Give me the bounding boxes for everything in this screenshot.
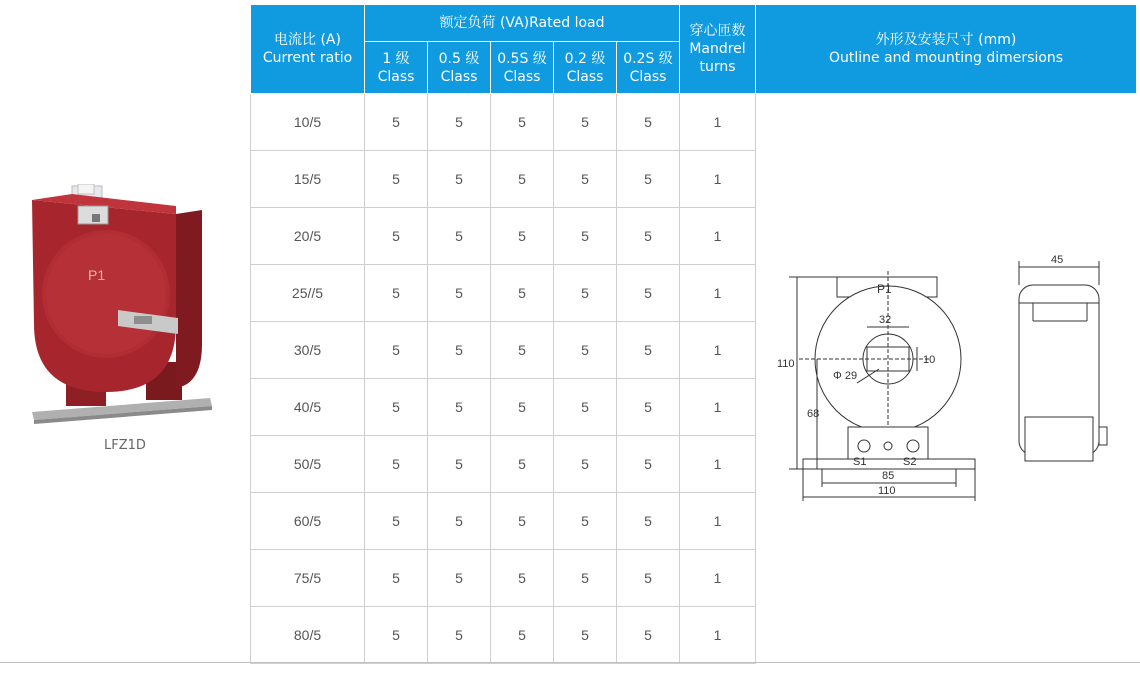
rated-load-cell: 5 — [491, 607, 554, 664]
rated-load-cell: 5 — [428, 493, 491, 550]
bottom-rule — [0, 662, 1140, 663]
dim-s1: S1 — [852, 456, 867, 469]
header-current-ratio-cn: 电流比 (A) — [274, 32, 341, 48]
rated-load-cell: 5 — [428, 265, 491, 322]
rated-load-cell: 5 — [617, 94, 680, 151]
terminal-p1-label: P1 — [88, 267, 106, 283]
class-value: 0.5 级 — [438, 50, 480, 67]
spec-table — [250, 4, 1137, 664]
header-current-ratio — [251, 5, 365, 94]
header-mandrel-turns-cn: 穿心匝数 — [689, 23, 746, 39]
mandrel-turns-cell: 1 — [680, 493, 756, 550]
outline-drawing-cell — [756, 94, 1137, 664]
header-class-3 — [554, 42, 617, 94]
dim-110-height: 110 — [776, 358, 795, 371]
current-ratio-cell: 10/5 — [251, 94, 365, 151]
dim-110-width: 110 — [877, 485, 896, 498]
header-class-2 — [491, 42, 554, 94]
rated-load-cell: 5 — [365, 151, 428, 208]
dim-68: 68 — [806, 408, 819, 421]
rated-load-cell: 5 — [491, 379, 554, 436]
class-label: Class — [440, 68, 478, 85]
rated-load-cell: 5 — [365, 436, 428, 493]
class-label: Class — [377, 68, 415, 85]
current-ratio-cell: 75/5 — [251, 550, 365, 607]
rated-load-cell: 5 — [554, 94, 617, 151]
rated-load-cell: 5 — [617, 493, 680, 550]
product-panel — [0, 4, 250, 661]
header-class-1 — [428, 42, 491, 94]
rated-load-cell: 5 — [365, 379, 428, 436]
table-row — [251, 94, 1137, 151]
dim-phi29: Φ 29 — [832, 370, 857, 383]
header-class-0 — [365, 42, 428, 94]
rated-load-cell: 5 — [491, 493, 554, 550]
current-ratio-cell: 80/5 — [251, 607, 365, 664]
rated-load-cell: 5 — [428, 436, 491, 493]
rated-load-cell: 5 — [428, 94, 491, 151]
current-transformer-photo — [26, 184, 216, 434]
rated-load-cell: 5 — [428, 322, 491, 379]
rated-load-cell: 5 — [554, 208, 617, 265]
rated-load-cell: 5 — [491, 208, 554, 265]
rated-load-cell: 5 — [554, 322, 617, 379]
class-value: 0.5S 级 — [497, 50, 547, 67]
class-value: 0.2 级 — [564, 50, 606, 67]
rated-load-cell: 5 — [428, 550, 491, 607]
rated-load-cell: 5 — [617, 436, 680, 493]
dim-85: 85 — [881, 470, 894, 483]
current-ratio-cell: 50/5 — [251, 436, 365, 493]
rated-load-cell: 5 — [554, 379, 617, 436]
rated-load-cell: 5 — [428, 208, 491, 265]
rated-load-cell: 5 — [491, 322, 554, 379]
rated-load-cell: 5 — [617, 151, 680, 208]
outline-drawing — [759, 247, 1134, 507]
rated-load-cell: 5 — [365, 493, 428, 550]
mandrel-turns-cell: 1 — [680, 379, 756, 436]
mandrel-turns-cell: 1 — [680, 151, 756, 208]
mandrel-turns-cell: 1 — [680, 265, 756, 322]
header-mandrel-turns-en1: Mandrel — [689, 41, 746, 57]
current-ratio-cell: 15/5 — [251, 151, 365, 208]
rated-load-cell: 5 — [554, 493, 617, 550]
rated-load-cell: 5 — [617, 265, 680, 322]
rated-load-cell: 5 — [365, 94, 428, 151]
class-label: Class — [566, 68, 604, 85]
class-value: 1 级 — [382, 50, 410, 67]
rated-load-cell: 5 — [554, 607, 617, 664]
rated-load-cell: 5 — [428, 607, 491, 664]
current-ratio-cell: 25//5 — [251, 265, 365, 322]
rated-load-cell: 5 — [617, 607, 680, 664]
current-ratio-cell: 40/5 — [251, 379, 365, 436]
rated-load-cell: 5 — [365, 322, 428, 379]
rated-load-cell: 5 — [365, 550, 428, 607]
class-label: Class — [503, 68, 541, 85]
product-model-label: LFZ1D — [104, 438, 146, 453]
mandrel-turns-cell: 1 — [680, 208, 756, 265]
header-outline-cn: 外形及安装尺寸 (mm) — [875, 32, 1017, 48]
rated-load-cell: 5 — [617, 208, 680, 265]
header-mandrel-turns — [680, 5, 756, 94]
rated-load-cell: 5 — [617, 322, 680, 379]
rated-load-cell: 5 — [554, 265, 617, 322]
header-mandrel-turns-en2: turns — [699, 59, 736, 75]
rated-load-cell: 5 — [365, 607, 428, 664]
rated-load-cell: 5 — [491, 550, 554, 607]
rated-load-cell: 5 — [428, 151, 491, 208]
rated-load-cell: 5 — [554, 151, 617, 208]
rated-load-cell: 5 — [491, 151, 554, 208]
header-current-ratio-en: Current ratio — [262, 50, 353, 66]
rated-load-cell: 5 — [491, 436, 554, 493]
rated-load-cell: 5 — [428, 379, 491, 436]
dim-32: 32 — [878, 314, 891, 327]
rated-load-cell: 5 — [491, 265, 554, 322]
rated-load-cell: 5 — [554, 436, 617, 493]
mandrel-turns-cell: 1 — [680, 607, 756, 664]
header-outline-en: Outline and mounting dimersions — [828, 50, 1064, 66]
dim-45: 45 — [1050, 254, 1063, 267]
dim-s2: S2 — [902, 456, 917, 469]
class-value: 0.2S 级 — [623, 50, 673, 67]
rated-load-cell: 5 — [365, 208, 428, 265]
mandrel-turns-cell: 1 — [680, 94, 756, 151]
mandrel-turns-cell: 1 — [680, 436, 756, 493]
header-class-4 — [617, 42, 680, 94]
rated-load-cell: 5 — [617, 379, 680, 436]
header-outline — [756, 5, 1137, 94]
mandrel-turns-cell: 1 — [680, 550, 756, 607]
mandrel-turns-cell: 1 — [680, 322, 756, 379]
rated-load-cell: 5 — [365, 265, 428, 322]
rated-load-cell: 5 — [491, 94, 554, 151]
current-ratio-cell: 30/5 — [251, 322, 365, 379]
dim-10: 10 — [922, 354, 935, 367]
header-rated-load: 额定负荷 (VA)Rated load — [365, 5, 680, 42]
current-ratio-cell: 60/5 — [251, 493, 365, 550]
rated-load-cell: 5 — [554, 550, 617, 607]
dim-p1: P1 — [876, 282, 892, 297]
rated-load-cell: 5 — [617, 550, 680, 607]
class-label: Class — [629, 68, 667, 85]
current-ratio-cell: 20/5 — [251, 208, 365, 265]
